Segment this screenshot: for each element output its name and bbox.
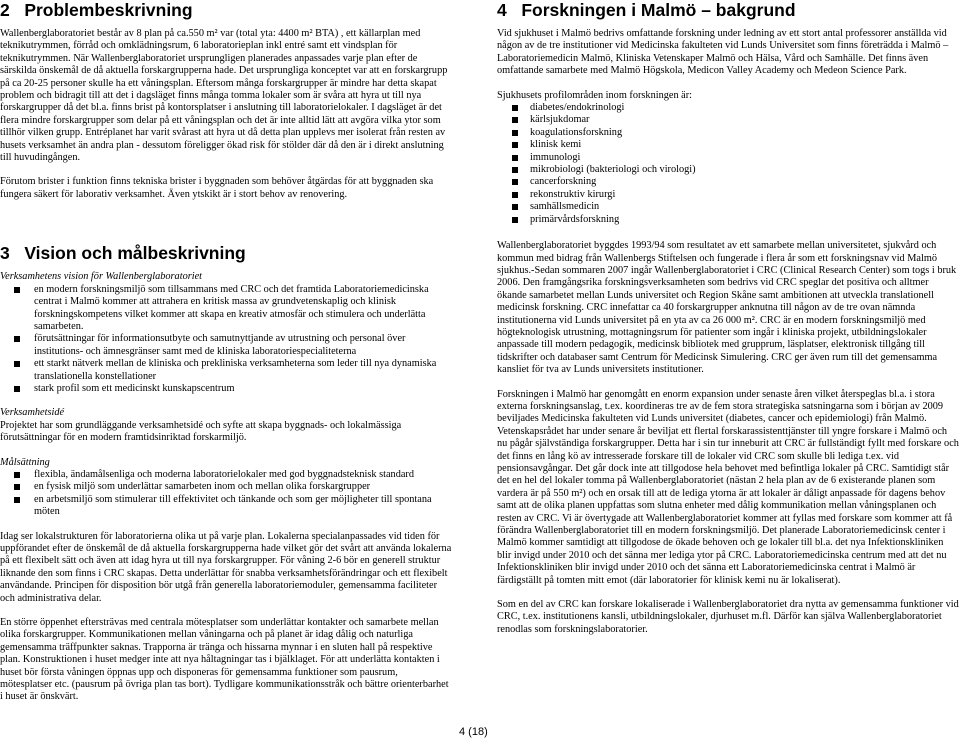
- list-item: cancerforskning: [497, 176, 959, 188]
- section-4-heading: 4 Forskningen i Malmö – bakgrund: [497, 0, 796, 20]
- left-column: [0, 0, 452, 704]
- business-idea-text: Projektet har som grundläggande verksamhetsidé och syfte att skapa byggnads- och lokalmässiga förutsättningar för en modern framtidsinriktad forskarmiljö.: [0, 419, 402, 444]
- research-expansion-paragraph: Forskningen i Malmö har genomgått en enorm expansion under senaste åren vilket återspeglas bl.a. i stora externa forskningsanslag, t.ex. koordineras tre av de fem stora strategiska satsningarna som i början av 2009 beviljades Medicinska fakulteten vid Lunds universitet (diabetes, cancer och epidemiologi) från Malmö. Vetenskapsrådet har under senare år beviljat ett flertal forskarassistenttjänster till yngre forskare i Malmö och nu pågår självständiga forskargrupper. Detta har i sin tur inneburit att CRC är fullständigt fyllt med forskare och det finns en lång kö av intresserade forskare till de lokaler vid CRC som skulle bli lediga t.ex. vid pensionsavgångar. Det går dock inte att tillgodose hela behovet med befintliga lokaler på CRC. Samtidigt står det en hel del lokaler tomma på Wallenberglaboratoriet (nästan 2 hela plan av de 6 existerande planen som vardera är på 550 m²) och en orsak till att de lediga ytorna är att lokaler är dåligt anpassade för dagens behov samt att de olika planen uppfattas som slutna enheter med dålig kommunikation mellan våningsplanen och resten av CRC. Vi är övertygade att Wallenberglaboratoriet kommer att fyllas med forskare som kommer att få förändra Wallenberglaboratoriet till en modern forskningsmiljö. Det planerade Laboratoriemedicinsk center i Malmö kommer samtidigt att tillgodose de ökade behoven och ge lokaler till bl.a. det nya Infektionskliniken blir invigd under 2010 och det sänna mer lediga ytor på CRC. Laboratoriemedicinska centrum med att det nu Infektionskliniken blir invigd under 2010 och det sänna ett Laboratoriemedicinska centrat i Malmö är färdigställt på tomten mitt emot (där laboratorier för klinisk kemi nu är lokaliserat).: [497, 388, 959, 586]
- vision-heading: Verksamhetens vision för Wallenberglaboratoriet: [0, 271, 203, 283]
- list-item: klinisk kemi: [497, 139, 959, 151]
- section-2-paragraph-2: Förutom brister i funktion finns tekniska brister i byggnaden som behöver åtgärdas för att byggnaden ska fungera säkert för laborativ verksamhet. Även ytskikt är i stort behov av renovering.: [0, 176, 434, 200]
- list-item: primärvårdsforskning: [497, 214, 959, 226]
- profile-areas-list: [497, 102, 959, 226]
- list-item: samhällsmedicin: [497, 201, 959, 213]
- objective-list: [0, 469, 452, 519]
- business-idea-heading: Verksamhetsidé: [0, 407, 65, 419]
- profile-areas-intro: Sjukhusets profilområden inom forskningen är:: [497, 89, 693, 101]
- list-item: en modern forskningsmiljö som tillsammans med CRC och det framtida Laboratoriemedicinska centrat i Malmö kommer att attrahera en kritisk massa av grundvetenskaplig och klinisk forskningskompetens vilket kommer att skapa en kreativ atmosfär och stimulera och underlätta samarbeten.: [0, 284, 452, 334]
- right-column: [497, 0, 959, 636]
- list-item: immunologi: [497, 152, 959, 164]
- crc-functions-paragraph: Som en del av CRC kan forskare lokaliserade i Wallenberglaboratoriet dra nytta av gemensamma funktioner vid CRC, t.ex. institutionens kansli, utbildningslokaler, djurhuset m.fl. Därför kan själva Wallenberglaboratoriet renodlas som forskningslaboratorier.: [497, 599, 959, 635]
- openness-paragraph: En större öppenhet eftersträvas med centrala mötesplatser som underlättar kontakter och samarbete mellan olika forskargrupper. Kommunikationen mellan våningarna och på planet är idag dålig och naturliga gemensamma träffpunkter saknas. Trapporna är tränga och hissarna mynnar i en sluten hall på respektive plan. Konstruktionen i huset medger inte att nya håltagningar tas i bjälklaget. För att underlätta kontakten i huset bör första våningen öppnas upp och disponeras för gemensamma funktioner som pausrum, mötesplatser etc. (pausrum på övriga plan tas bort). Tydligare kommunikationsstråk och bättre orienterbarhet i huset är önskvärt.: [0, 617, 449, 703]
- list-item: kärlsjukdomar: [497, 114, 959, 126]
- list-item: koagulationsforskning: [497, 127, 959, 139]
- list-item: förutsättningar för informationsutbyte och samutnyttjande av utrustning och personal över institutions- och ämnesgränser samt med de kliniska laboratoriespecialiteterna: [0, 333, 452, 358]
- list-item: en arbetsmiljö som stimulerar till effektivitet och tänkande och som ger möjligheter till spontana möten: [0, 494, 452, 519]
- page-number: 4 (18): [459, 726, 488, 738]
- list-item: rekonstruktiv kirurgi: [497, 189, 959, 201]
- list-item: mikrobiologi (bakteriologi och virologi): [497, 164, 959, 176]
- list-item: ett starkt nätverk mellan de kliniska och prekliniska verksamheterna som leder till nya dynamiska translationella konstellationer: [0, 358, 452, 383]
- section-2-heading: 2 Problembeskrivning: [0, 0, 193, 20]
- section-2-paragraph-1: Wallenberglaboratoriet består av 8 plan på ca.550 m² var (total yta: 4400 m² BTA) , ett källarplan med teknikutrymmen, förråd och omklädningsrum, 6 laboratorieplan inkl entré samt ett vindsplan för teknikutrymmen. När Wallenberglaboratoriet ursprungligen planerades anpassades varje plan efter de särskilda önskemål de då aktuella forskargrupperna hade. Det ursprungliga konceptet var att en forskargrupp på ca 20-25 personer skulle ha ett våningsplan. Eftersom många forskargrupper är mindre har detta skapat problem och bidragit till att det i dagsläget finns många tomma lokaler som är svåra att hyra ut till nya forskargrupper då det bl.a. finns brist på kontorsplatser i anslutning till laboratorielokaler. I dagsläget är det flera mindre forskargrupper som delar på ett våningsplan och det är inte alltid lätt att avgöra vilka ytor som tillhör vilken grupp. Entréplanet har varit svårast att hyra ut då detta plan upplevs mer isolerat från resten av husets verksamhet än andra plan - dessutom föreligger ökad risk för stölder där då den är i direkt anslutning till huvudingången.: [0, 28, 448, 164]
- section-4-paragraph-1: Vid sjukhuset i Malmö bedrivs omfattande forskning under ledning av ett stort antal professorer anställda vid någon av de tre institutioner vid Medicinska fakulteten vid Lunds Universitet som finns företrädda i Malmö – Laboratoriemedicin Malmö, Kliniska Vetenskaper Malmö och Hälsa, Vård och Samhälle. Det finns även omfattande samarbete med Malmö Högskola, Medicon Valley Academy och Medeon Science Park.: [497, 28, 949, 77]
- list-item: diabetes/endokrinologi: [497, 102, 959, 114]
- section-3-heading: 3 Vision och målbeskrivning: [0, 243, 246, 264]
- objective-heading: Målsättning: [0, 456, 50, 468]
- wallenberg-history-paragraph: Wallenberglaboratoriet byggdes 1993/94 som resultatet av ett samarbete mellan universitetet, sjukvård och kommun med bidrag från Wallenbergs Stiftelsen och fungerade i flera år som ett forskningsnav vid Malmö sjukhus.-Sedan sommaren 2007 ingår Wallenberglaboratoriet i CRC (Clinical Research Center) som togs i bruk 2006. Den framgångsrika forskningsverksamheten som bedrivs vid CRC speglar det positiva och alltmer ökande samarbetet mellan Lunds universitet och Region Skåne samt ambitionen att utveckla translationell medicinsk forskning. CRC innefattar ca 40 forskargrupper anknutna till någon av de tre ovan nämnda institutionerna vid Lunds universitet på en yta av ca 26 000 m². CRC är en modern forskningsmiljö med högteknologisk utrustning, mottagningsrum för patienter som ingår i kliniska projekt, utbildningslokaler anpassade till modern pedagogik, medicinsk bibliotek med grupprum, läsplatser, elektronisk tillgång till tidskrifter och databaser samt Centrum för Medicinsk Simulering. CRC ger även rum till det gemensamma kansliet för tva av Lunds universitets institutioner.: [497, 240, 957, 376]
- vision-list: [0, 284, 452, 396]
- list-item: en fysisk miljö som underlättar samarbeten inom och mellan olika forskargrupper: [0, 481, 452, 493]
- lab-structure-paragraph: Idag ser lokalstrukturen för laboratorierna olika ut på varje plan. Lokalerna specialanpassades vid tiden för uppförandet efter de önskemål de då aktuella forskargrupperna hade vilket gör det svårt att använda lokalerna på ett flexibelt sätt och även att idag hyra ut till nya forskargrupper. För våning 2-6 bör en generell struktur liknande den som finns i CRC skapas. Detta underlättar för snabba verksamhetsförändringar och ett flexibelt användande. Principen för disposition bör utgå från generella laboratoriemoduler, gemensamma faciliteter och administrativa delar.: [0, 530, 452, 604]
- list-item: stark profil som ett medicinskt kunskapscentrum: [0, 383, 452, 395]
- list-item: flexibla, ändamålsenliga och moderna laboratorielokaler med god byggnadsteknisk standard: [0, 469, 452, 481]
